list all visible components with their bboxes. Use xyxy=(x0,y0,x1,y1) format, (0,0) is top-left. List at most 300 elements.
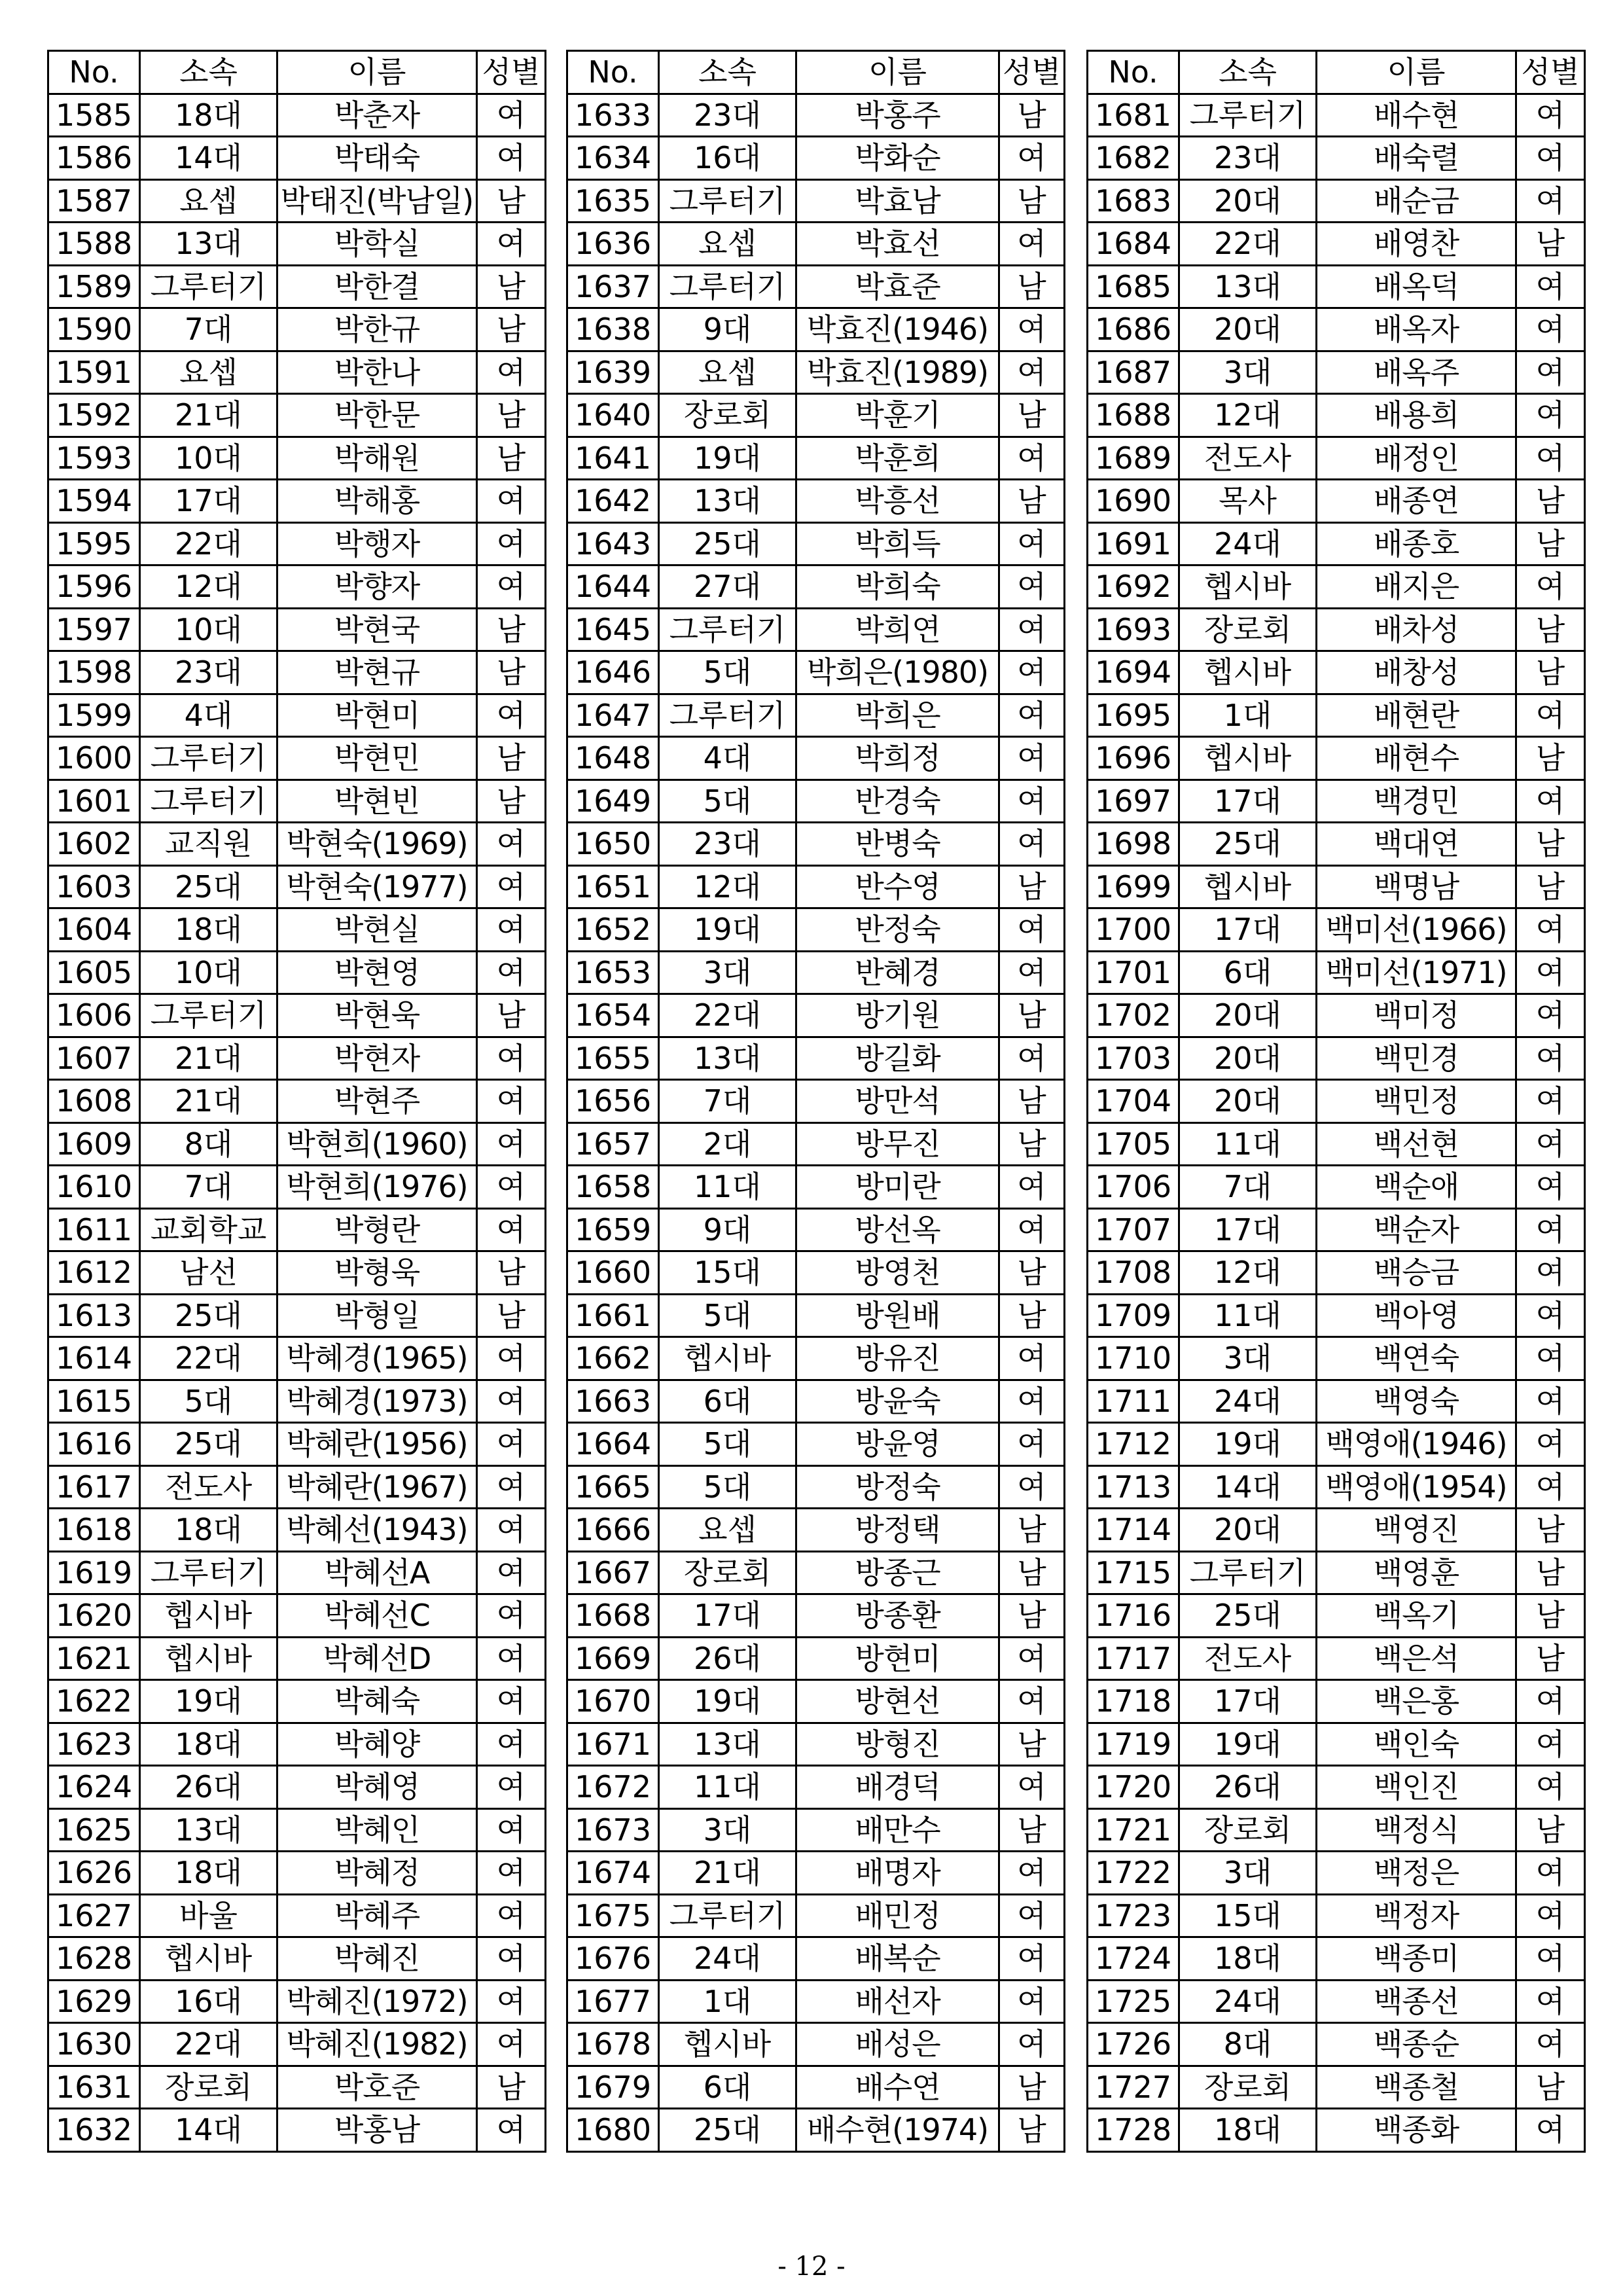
cell-affiliation: 9대 xyxy=(659,308,796,351)
cell-no: 1714 xyxy=(1088,1509,1179,1552)
cell-gender: 여 xyxy=(1516,1980,1585,2023)
cell-gender: 여 xyxy=(1516,1208,1585,1251)
cell-affiliation: 5대 xyxy=(659,1423,796,1466)
cell-affiliation: 24대 xyxy=(1179,522,1317,565)
table-row xyxy=(48,994,546,1037)
table-row xyxy=(48,1465,546,1509)
cell-gender: 여 xyxy=(1516,565,1585,609)
table-row xyxy=(48,1937,546,1981)
cell-name: 백민정 xyxy=(1317,1080,1516,1123)
cell-gender: 여 xyxy=(1516,1166,1585,1209)
cell-name: 박혜경(1973) xyxy=(277,1380,477,1423)
cell-no: 1674 xyxy=(567,1852,659,1895)
cell-gender: 남 xyxy=(1516,1594,1585,1638)
cell-affiliation: 요셉 xyxy=(659,1509,796,1552)
cell-affiliation: 그루터기 xyxy=(140,265,277,308)
cell-name: 박한나 xyxy=(277,351,477,394)
cell-gender: 여 xyxy=(1516,137,1585,180)
table-row xyxy=(48,1894,546,1937)
cell-no: 1615 xyxy=(48,1380,140,1423)
cell-name: 박태숙 xyxy=(277,137,477,180)
cell-gender: 여 xyxy=(477,1637,546,1680)
cell-name: 배순금 xyxy=(1317,179,1516,223)
table-row xyxy=(1088,351,1585,394)
cell-no: 1622 xyxy=(48,1680,140,1723)
cell-name: 배종연 xyxy=(1317,480,1516,523)
cell-affiliation: 3대 xyxy=(659,1808,796,1852)
table-row xyxy=(567,1766,1065,1809)
cell-gender: 여 xyxy=(477,1594,546,1638)
cell-name: 백은석 xyxy=(1317,1637,1516,1680)
cell-name: 박혜숙 xyxy=(277,1680,477,1723)
cell-name: 박해원 xyxy=(277,437,477,480)
cell-affiliation: 그루터기 xyxy=(140,780,277,823)
table-row xyxy=(567,1594,1065,1638)
cell-no: 1681 xyxy=(1088,94,1179,137)
table-row xyxy=(567,2109,1065,2152)
cell-affiliation: 12대 xyxy=(1179,394,1317,437)
table-row xyxy=(567,480,1065,523)
cell-name: 박해홍 xyxy=(277,480,477,523)
cell-name: 백미정 xyxy=(1317,994,1516,1037)
cell-affiliation: 13대 xyxy=(659,480,796,523)
cell-gender: 남 xyxy=(999,2066,1065,2109)
cell-name: 배현란 xyxy=(1317,694,1516,737)
cell-name: 백인진 xyxy=(1317,1766,1516,1809)
cell-name: 방원배 xyxy=(796,1294,999,1337)
cell-name: 백승금 xyxy=(1317,1251,1516,1295)
cell-affiliation: 5대 xyxy=(659,651,796,694)
table-row xyxy=(48,1166,546,1209)
cell-name: 방윤숙 xyxy=(796,1380,999,1423)
cell-name: 박현빈 xyxy=(277,780,477,823)
cell-gender: 여 xyxy=(999,1423,1065,1466)
cell-affiliation: 25대 xyxy=(140,1294,277,1337)
cell-gender: 남 xyxy=(999,1080,1065,1123)
cell-name: 박효진(1989) xyxy=(796,351,999,394)
cell-gender: 여 xyxy=(1516,1852,1585,1895)
cell-gender: 여 xyxy=(999,223,1065,266)
cell-no: 1660 xyxy=(567,1251,659,1295)
cell-gender: 남 xyxy=(1516,2066,1585,2109)
cell-gender: 여 xyxy=(1516,908,1585,952)
cell-name: 박혜선A xyxy=(277,1551,477,1594)
cell-affiliation: 장로회 xyxy=(659,1551,796,1594)
cell-name: 박효선 xyxy=(796,223,999,266)
cell-gender: 여 xyxy=(1516,351,1585,394)
cell-name: 박현희(1960) xyxy=(277,1122,477,1166)
cell-affiliation: 장로회 xyxy=(1179,608,1317,651)
table-row xyxy=(1088,265,1585,308)
cell-no: 1725 xyxy=(1088,1980,1179,2023)
cell-gender: 남 xyxy=(1516,480,1585,523)
cell-no: 1626 xyxy=(48,1852,140,1895)
cell-no: 1688 xyxy=(1088,394,1179,437)
cell-name: 백경민 xyxy=(1317,780,1516,823)
cell-affiliation: 장로회 xyxy=(659,394,796,437)
cell-gender: 여 xyxy=(999,823,1065,866)
cell-no: 1623 xyxy=(48,1723,140,1766)
cell-gender: 남 xyxy=(999,1294,1065,1337)
cell-name: 박희정 xyxy=(796,737,999,780)
cell-no: 1700 xyxy=(1088,908,1179,952)
table-row xyxy=(567,823,1065,866)
cell-affiliation: 헵시바 xyxy=(140,1937,277,1981)
cell-name: 배수현 xyxy=(1317,94,1516,137)
cell-affiliation: 3대 xyxy=(1179,1852,1317,1895)
cell-affiliation: 헵시바 xyxy=(1179,737,1317,780)
cell-no: 1695 xyxy=(1088,694,1179,737)
cell-no: 1625 xyxy=(48,1808,140,1852)
table-row xyxy=(1088,1337,1585,1380)
cell-affiliation: 17대 xyxy=(1179,1680,1317,1723)
table-row xyxy=(1088,480,1585,523)
cell-gender: 남 xyxy=(999,865,1065,908)
cell-gender: 여 xyxy=(477,351,546,394)
cell-gender: 여 xyxy=(1516,1294,1585,1337)
cell-affiliation: 교회학교 xyxy=(140,1208,277,1251)
cell-no: 1712 xyxy=(1088,1423,1179,1466)
cell-name: 배지은 xyxy=(1317,565,1516,609)
table-row xyxy=(1088,1251,1585,1295)
cell-affiliation: 그루터기 xyxy=(140,994,277,1037)
cell-no: 1638 xyxy=(567,308,659,351)
cell-affiliation: 그루터기 xyxy=(659,1894,796,1937)
cell-affiliation: 장로회 xyxy=(1179,1808,1317,1852)
cell-name: 배민정 xyxy=(796,1894,999,1937)
table-row xyxy=(1088,865,1585,908)
cell-gender: 여 xyxy=(999,1894,1065,1937)
cell-gender: 여 xyxy=(477,1122,546,1166)
table-row xyxy=(48,1122,546,1166)
cell-gender: 여 xyxy=(477,865,546,908)
table-row xyxy=(1088,1551,1585,1594)
cell-no: 1715 xyxy=(1088,1551,1179,1594)
cell-gender: 남 xyxy=(999,1594,1065,1638)
cell-gender: 남 xyxy=(999,994,1065,1037)
cell-gender: 여 xyxy=(477,1723,546,1766)
cell-gender: 여 xyxy=(1516,2023,1585,2066)
table-row xyxy=(48,1637,546,1680)
cell-affiliation: 4대 xyxy=(659,737,796,780)
header-row xyxy=(1088,51,1585,94)
cell-name: 백영애(1954) xyxy=(1317,1465,1516,1509)
cell-no: 1611 xyxy=(48,1208,140,1251)
cell-affiliation: 12대 xyxy=(1179,1251,1317,1295)
table-row xyxy=(48,951,546,994)
cell-affiliation: 20대 xyxy=(1179,994,1317,1037)
cell-name: 방선옥 xyxy=(796,1208,999,1251)
cell-no: 1721 xyxy=(1088,1808,1179,1852)
cell-affiliation: 18대 xyxy=(1179,2109,1317,2152)
table-row xyxy=(48,865,546,908)
cell-no: 1689 xyxy=(1088,437,1179,480)
cell-gender: 여 xyxy=(999,608,1065,651)
cell-name: 박홍남 xyxy=(277,2109,477,2152)
cell-affiliation: 그루터기 xyxy=(140,1551,277,1594)
cell-gender: 남 xyxy=(1516,1509,1585,1552)
table-row xyxy=(1088,1294,1585,1337)
cell-no: 1651 xyxy=(567,865,659,908)
cell-no: 1643 xyxy=(567,522,659,565)
cell-name: 박한규 xyxy=(277,308,477,351)
cell-name: 방기원 xyxy=(796,994,999,1037)
cell-no: 1587 xyxy=(48,179,140,223)
cell-no: 1641 xyxy=(567,437,659,480)
cell-affiliation: 25대 xyxy=(1179,823,1317,866)
cell-affiliation: 19대 xyxy=(659,1680,796,1723)
cell-affiliation: 헵시바 xyxy=(659,2023,796,2066)
cell-gender: 여 xyxy=(1516,437,1585,480)
cell-gender: 여 xyxy=(999,1637,1065,1680)
cell-no: 1589 xyxy=(48,265,140,308)
cell-name: 박화순 xyxy=(796,137,999,180)
cell-affiliation: 10대 xyxy=(140,437,277,480)
table-row xyxy=(567,1808,1065,1852)
cell-no: 1673 xyxy=(567,1808,659,1852)
table-row xyxy=(48,823,546,866)
cell-no: 1661 xyxy=(567,1294,659,1337)
cell-gender: 여 xyxy=(999,694,1065,737)
table-row xyxy=(1088,951,1585,994)
cell-name: 배명자 xyxy=(796,1852,999,1895)
table-row xyxy=(48,780,546,823)
cell-gender: 남 xyxy=(1516,522,1585,565)
cell-name: 박혜선C xyxy=(277,1594,477,1638)
table-row xyxy=(567,651,1065,694)
table-row xyxy=(567,2066,1065,2109)
header-name: 이름 xyxy=(1317,51,1516,94)
cell-gender: 남 xyxy=(999,179,1065,223)
cell-gender: 여 xyxy=(477,1680,546,1723)
cell-affiliation: 1대 xyxy=(1179,694,1317,737)
cell-no: 1707 xyxy=(1088,1208,1179,1251)
table-row xyxy=(567,1509,1065,1552)
cell-gender: 남 xyxy=(1516,1637,1585,1680)
cell-affiliation: 7대 xyxy=(140,308,277,351)
cell-name: 배성은 xyxy=(796,2023,999,2066)
cell-affiliation: 전도사 xyxy=(1179,437,1317,480)
cell-no: 1701 xyxy=(1088,951,1179,994)
cell-no: 1668 xyxy=(567,1594,659,1638)
cell-gender: 여 xyxy=(999,437,1065,480)
table-row xyxy=(567,1251,1065,1295)
cell-affiliation: 26대 xyxy=(1179,1766,1317,1809)
cell-affiliation: 헵시바 xyxy=(140,1594,277,1638)
cell-name: 배종호 xyxy=(1317,522,1516,565)
cell-name: 반정숙 xyxy=(796,908,999,952)
cell-no: 1697 xyxy=(1088,780,1179,823)
cell-affiliation: 7대 xyxy=(140,1166,277,1209)
cell-gender: 여 xyxy=(477,480,546,523)
cell-name: 박희은 xyxy=(796,694,999,737)
cell-affiliation: 장로회 xyxy=(1179,2066,1317,2109)
cell-no: 1710 xyxy=(1088,1337,1179,1380)
cell-gender: 남 xyxy=(999,1723,1065,1766)
table-row xyxy=(567,780,1065,823)
cell-no: 1597 xyxy=(48,608,140,651)
cell-no: 1642 xyxy=(567,480,659,523)
table-row xyxy=(567,1680,1065,1723)
table-row xyxy=(1088,1808,1585,1852)
header-name: 이름 xyxy=(796,51,999,94)
cell-no: 1605 xyxy=(48,951,140,994)
cell-no: 1698 xyxy=(1088,823,1179,866)
cell-affiliation: 장로회 xyxy=(140,2066,277,2109)
cell-no: 1719 xyxy=(1088,1723,1179,1766)
table-row xyxy=(1088,1766,1585,1809)
cell-affiliation: 헵시바 xyxy=(1179,651,1317,694)
cell-no: 1680 xyxy=(567,2109,659,2152)
cell-gender: 남 xyxy=(477,651,546,694)
cell-name: 백정식 xyxy=(1317,1808,1516,1852)
cell-no: 1665 xyxy=(567,1465,659,1509)
cell-name: 방미란 xyxy=(796,1166,999,1209)
cell-name: 박홍주 xyxy=(796,94,999,137)
cell-gender: 남 xyxy=(999,1251,1065,1295)
table-row xyxy=(1088,780,1585,823)
cell-name: 방정택 xyxy=(796,1509,999,1552)
cell-gender: 여 xyxy=(999,1680,1065,1723)
cell-no: 1706 xyxy=(1088,1166,1179,1209)
table-row xyxy=(1088,1980,1585,2023)
cell-no: 1620 xyxy=(48,1594,140,1638)
cell-gender: 여 xyxy=(477,1766,546,1809)
table-row xyxy=(567,908,1065,952)
table-row xyxy=(48,265,546,308)
table-row xyxy=(48,522,546,565)
cell-no: 1724 xyxy=(1088,1937,1179,1981)
cell-name: 박혜선(1943) xyxy=(277,1509,477,1552)
cell-no: 1608 xyxy=(48,1080,140,1123)
table-row xyxy=(1088,1080,1585,1123)
cell-no: 1646 xyxy=(567,651,659,694)
cell-gender: 여 xyxy=(999,1166,1065,1209)
table-row xyxy=(1088,94,1585,137)
cell-name: 백영애(1946) xyxy=(1317,1423,1516,1466)
roster-body xyxy=(48,94,546,2151)
cell-no: 1722 xyxy=(1088,1852,1179,1895)
cell-affiliation: 20대 xyxy=(1179,1037,1317,1080)
cell-gender: 여 xyxy=(477,1980,546,2023)
cell-no: 1677 xyxy=(567,1980,659,2023)
cell-gender: 여 xyxy=(999,951,1065,994)
cell-name: 백종미 xyxy=(1317,1937,1516,1981)
cell-no: 1624 xyxy=(48,1766,140,1809)
table-row xyxy=(1088,1208,1585,1251)
cell-gender: 여 xyxy=(477,1551,546,1594)
cell-gender: 남 xyxy=(999,2109,1065,2152)
table-row xyxy=(1088,1122,1585,1166)
cell-name: 배옥주 xyxy=(1317,351,1516,394)
cell-affiliation: 13대 xyxy=(659,1723,796,1766)
cell-name: 박한결 xyxy=(277,265,477,308)
cell-no: 1647 xyxy=(567,694,659,737)
table-row xyxy=(48,437,546,480)
header-gender: 성별 xyxy=(1516,51,1585,94)
cell-affiliation: 26대 xyxy=(140,1766,277,1809)
cell-gender: 여 xyxy=(999,565,1065,609)
table-row xyxy=(1088,2066,1585,2109)
cell-affiliation: 22대 xyxy=(659,994,796,1037)
cell-gender: 남 xyxy=(477,308,546,351)
cell-no: 1686 xyxy=(1088,308,1179,351)
cell-no: 1621 xyxy=(48,1637,140,1680)
cell-no: 1644 xyxy=(567,565,659,609)
cell-no: 1636 xyxy=(567,223,659,266)
table-row xyxy=(48,1680,546,1723)
cell-gender: 여 xyxy=(999,1337,1065,1380)
cell-gender: 여 xyxy=(477,908,546,952)
roster-body xyxy=(1088,94,1585,2151)
cell-no: 1606 xyxy=(48,994,140,1037)
cell-affiliation: 목사 xyxy=(1179,480,1317,523)
cell-name: 배복순 xyxy=(796,1937,999,1981)
cell-name: 박희숙 xyxy=(796,565,999,609)
cell-affiliation: 그루터기 xyxy=(140,737,277,780)
cell-affiliation: 19대 xyxy=(1179,1423,1317,1466)
cell-gender: 남 xyxy=(1516,865,1585,908)
cell-no: 1593 xyxy=(48,437,140,480)
table-row xyxy=(567,694,1065,737)
cell-gender: 여 xyxy=(1516,1894,1585,1937)
table-row xyxy=(48,908,546,952)
cell-gender: 여 xyxy=(999,522,1065,565)
table-row xyxy=(567,1337,1065,1380)
cell-affiliation: 26대 xyxy=(659,1637,796,1680)
header-row xyxy=(48,51,546,94)
cell-affiliation: 5대 xyxy=(140,1380,277,1423)
cell-name: 박현숙(1969) xyxy=(277,823,477,866)
cell-affiliation: 19대 xyxy=(1179,1723,1317,1766)
cell-name: 백선현 xyxy=(1317,1122,1516,1166)
table-row xyxy=(567,1551,1065,1594)
cell-no: 1720 xyxy=(1088,1766,1179,1809)
cell-gender: 남 xyxy=(999,480,1065,523)
table-row xyxy=(567,223,1065,266)
cell-gender: 여 xyxy=(999,1852,1065,1895)
cell-name: 배용희 xyxy=(1317,394,1516,437)
table-row xyxy=(48,1808,546,1852)
cell-affiliation: 11대 xyxy=(1179,1294,1317,1337)
cell-name: 박현숙(1977) xyxy=(277,865,477,908)
cell-gender: 여 xyxy=(1516,265,1585,308)
table-row xyxy=(1088,694,1585,737)
cell-affiliation: 19대 xyxy=(140,1680,277,1723)
cell-name: 배경덕 xyxy=(796,1766,999,1809)
header-row xyxy=(567,51,1065,94)
cell-gender: 여 xyxy=(477,1852,546,1895)
cell-no: 1601 xyxy=(48,780,140,823)
cell-name: 백종순 xyxy=(1317,2023,1516,2066)
cell-name: 박현주 xyxy=(277,1080,477,1123)
cell-name: 백영훈 xyxy=(1317,1551,1516,1594)
cell-name: 박행자 xyxy=(277,522,477,565)
cell-gender: 남 xyxy=(477,1294,546,1337)
cell-no: 1727 xyxy=(1088,2066,1179,2109)
cell-affiliation: 그루터기 xyxy=(659,694,796,737)
cell-no: 1694 xyxy=(1088,651,1179,694)
cell-gender: 남 xyxy=(477,780,546,823)
cell-affiliation: 10대 xyxy=(140,951,277,994)
cell-name: 박혜란(1967) xyxy=(277,1465,477,1509)
table-row xyxy=(567,1122,1065,1166)
cell-no: 1717 xyxy=(1088,1637,1179,1680)
cell-affiliation: 21대 xyxy=(659,1852,796,1895)
cell-affiliation: 15대 xyxy=(1179,1894,1317,1937)
table-row xyxy=(48,1423,546,1466)
table-row xyxy=(1088,1465,1585,1509)
